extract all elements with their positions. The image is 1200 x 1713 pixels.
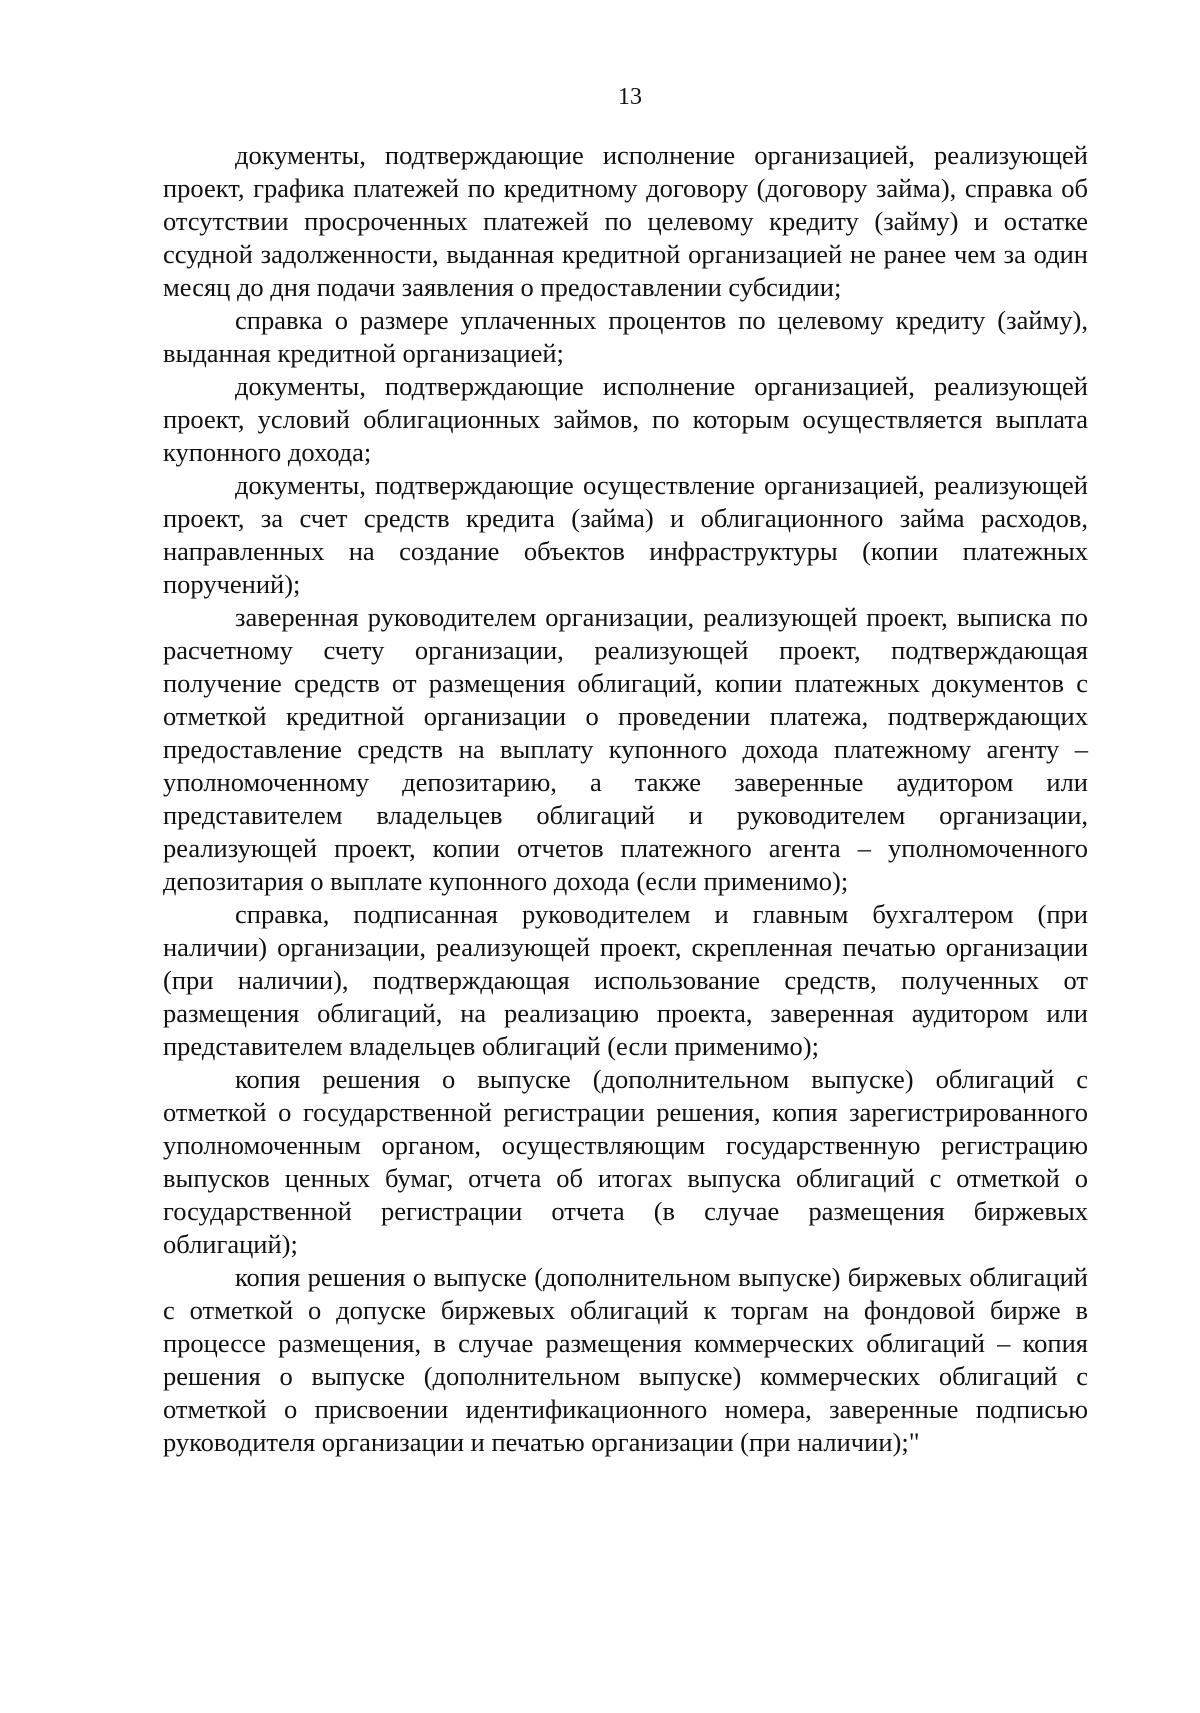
paragraph: документы, подтверждающие осуществление организацией, реализующей проект, за счет средств кредита (займа) и облигационного займа расходов, направленных на создание объектов инфраструктуры (копии платежных поручений); <box>163 470 1088 599</box>
paragraph: заверенная руководителем организации, реализующей проект, выписка по расчетному счету организации, реализующей проект, подтверждающая получение средств от размещения облигаций, копии платежных документов с отметкой кредитной организации о проведении платежа, подтверждающих предоставление средств на выплату купонного дохода платежному агенту – уполномоченному депозитарию, а также заверенные аудитором или представителем владельцев облигаций и руководителем организации, реализующей проект, копии отчетов платежного агента – уполномоченного депозитария о выплате купонного дохода (если применимо); <box>163 602 1088 896</box>
paragraph: документы, подтверждающие исполнение организацией, реализующей проект, графика платежей по кредитному договору (договору займа), справка об отсутствии просроченных платежей по целевому кредиту (займу) и остатке ссудной задолженности, выданная кредитной организацией не ранее чем за один месяц до дня подачи заявления о предоставлении субсидии; <box>163 140 1088 302</box>
paragraph: копия решения о выпуске (дополнительном выпуске) облигаций с отметкой о государственной регистрации решения, копия зарегистрированного уполномоченным органом, осуществляющим государственную регистрацию выпусков ценных бумаг, отчета об итогах выпуска облигаций с отметкой о государственной регистрации отчета (в случае размещения биржевых облигаций); <box>163 1064 1088 1259</box>
paragraph: справка, подписанная руководителем и главным бухгалтером (при наличии) организации, реализующей проект, скрепленная печатью организации (при наличии), подтверждающая использование средств, полученных от размещения облигаций, на реализацию проекта, заверенная аудитором или представителем владельцев облигаций (если применимо); <box>163 899 1088 1061</box>
document-body <box>163 139 1088 1459</box>
page-number: 13 <box>618 84 642 110</box>
paragraph: справка о размере уплаченных процентов по целевому кредиту (займу), выданная кредитной организацией; <box>163 305 1088 368</box>
paragraph: документы, подтверждающие исполнение организацией, реализующей проект, условий облигационных займов, по которым осуществляется выплата купонного дохода; <box>163 371 1088 467</box>
paragraph: копия решения о выпуске (дополнительном выпуске) биржевых облигаций с отметкой о допуске биржевых облигаций к торгам на фондовой бирже в процессе размещения, в случае размещения коммерческих облигаций – копия решения о выпуске (дополнительном выпуске) коммерческих облигаций с отметкой о присвоении идентификационного номера, заверенные подписью руководителя организации и печатью организации (при наличии);" <box>163 1262 1088 1457</box>
